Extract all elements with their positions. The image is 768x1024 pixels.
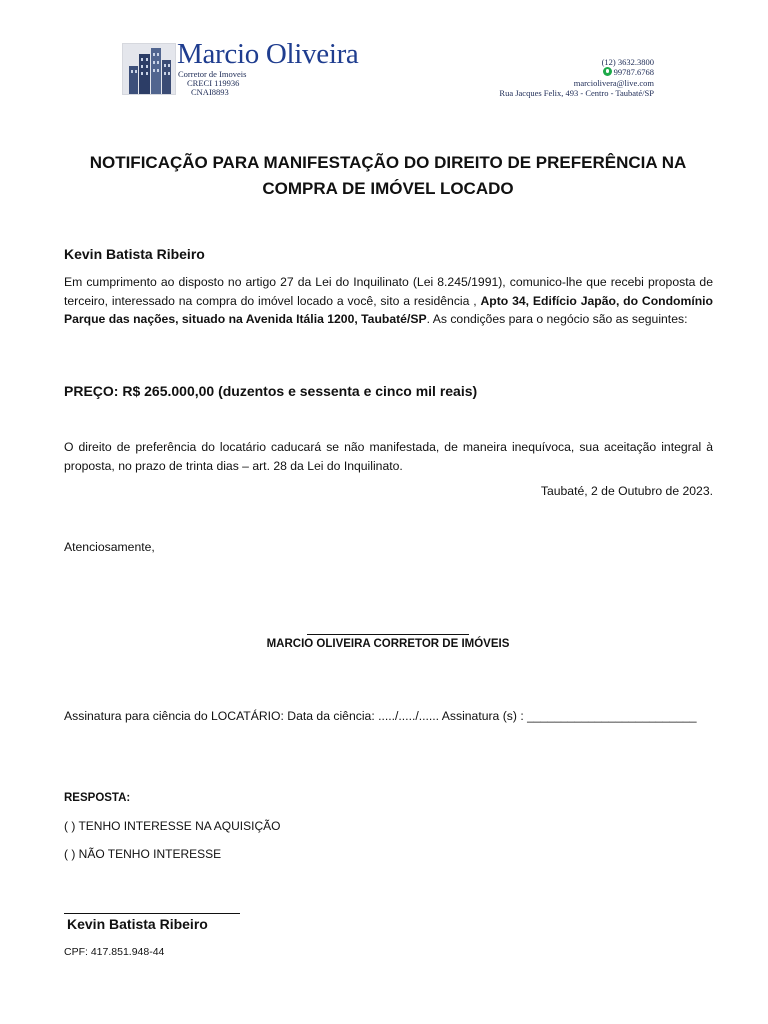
cnai-number: CNAI8893 <box>191 87 229 97</box>
contact-phone: (12) 3632.3800 <box>601 57 654 67</box>
tenant-name: Kevin Batista Ribeiro <box>67 916 208 932</box>
intro-paragraph <box>64 273 713 329</box>
creci-number: CRECI 119936 <box>187 78 240 88</box>
signer-name: MARCIO OLIVEIRA CORRETOR DE IMÓVEIS <box>266 638 510 650</box>
building-logo-icon <box>122 43 176 95</box>
option-interested: ( ) TENHO INTERESSE NA AQUISIÇÃO <box>64 819 281 833</box>
title-line-1: NOTIFICAÇÃO PARA MANIFESTAÇÃO DO DIREITO DE PREFERÊNCIA NA <box>89 153 687 172</box>
acknowledgement-line: Assinatura para ciência do LOCATÁRIO: Data da ciência: ...../...../...... Assinatura (s) : _________________________ <box>64 709 697 723</box>
date-line: Taubaté, 2 de Outubro de 2023. <box>540 484 713 498</box>
brand-subtitle: Corretor de Imoveis <box>178 69 247 79</box>
contact-address: Rua Jacques Felix, 493 - Centro - Taubaté/SP <box>499 88 654 98</box>
closing: Atenciosamente, <box>64 540 155 554</box>
option-not-interested: ( ) NÃO TENHO INTERESSE <box>64 847 222 861</box>
preference-paragraph: O direito de preferência do locatário caducará se não manifestada, de maneira inequívoca, sua aceitação integral à proposta, no prazo de trinta dias – art. 28 da Lei do Inquilinato. <box>64 440 713 473</box>
intro-end: . As condições para o negócio são as seguintes: <box>426 312 688 326</box>
whatsapp-icon <box>603 67 612 76</box>
tenant-signature-line <box>64 913 240 914</box>
price-line: PREÇO: R$ 265.000,00 (duzentos e sessenta e cinco mil reais) <box>64 383 478 399</box>
property-address: Apto 34, Edifício Japão, do Condomínio Parque das nações, situado na Avenida Itália 1200, Taubaté/SP <box>64 293 713 326</box>
tenant-cpf: CPF: 417.851.948-44 <box>64 946 165 958</box>
whatsapp-number: 99787.6768 <box>613 67 654 77</box>
contact-email: marciolivera@live.com <box>573 78 654 88</box>
addressee-name: Kevin Batista Ribeiro <box>64 246 205 262</box>
contact-whatsapp <box>603 67 654 77</box>
signature-line <box>307 634 469 635</box>
intro-text: Em cumprimento ao disposto no artigo 27 da Lei do Inquilinato (Lei 8.245/1991), comunico-lhe que recebi proposta de terceiro, interessado na compra do imóvel locado a você, sito a residência , <box>64 275 713 308</box>
response-title: RESPOSTA: <box>64 792 131 804</box>
brand-name: Marcio Oliveira <box>177 38 359 70</box>
document-title <box>64 150 712 202</box>
title-line-2: COMPRA DE IMÓVEL LOCADO <box>262 179 514 198</box>
